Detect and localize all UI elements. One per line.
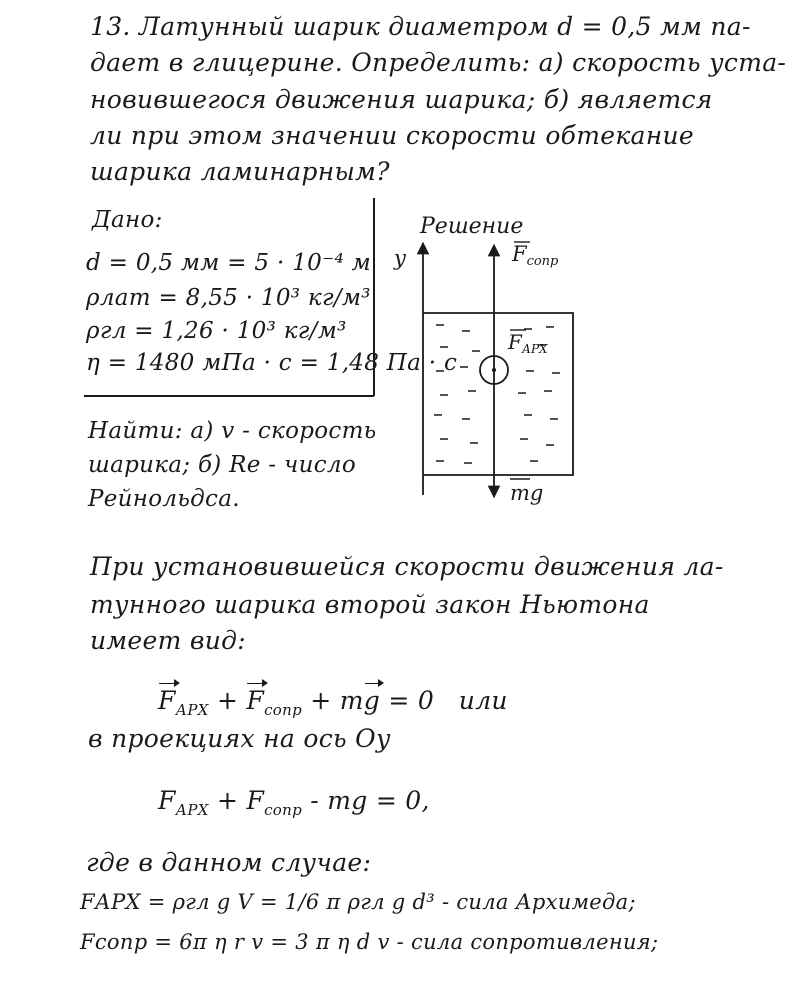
drag-force-label: Fсопр — [512, 242, 559, 269]
vec-g: g — [363, 686, 381, 715]
find-line-2: шарика; б) Re - число — [88, 452, 356, 478]
scalar-f-drag-sub: сопр — [264, 801, 303, 819]
intro-line-3: имеет вид: — [90, 626, 246, 655]
given-title: Дано: — [92, 207, 163, 233]
gravity-label: mg — [510, 481, 544, 505]
problem-line-5: шарика ламинарным? — [90, 157, 390, 186]
intro-line-2: тунного шарика второй закон Ньютона — [90, 590, 650, 619]
vector-equation-or: или — [458, 686, 508, 715]
where-text: где в данном случае: — [86, 848, 372, 877]
problem-line-4: ли при этом значении скорости обтекание — [90, 121, 695, 150]
vector-equation-tail: = 0 — [388, 686, 435, 715]
vec-mg: m — [339, 686, 364, 715]
diagram-heading: Решение — [420, 214, 524, 239]
find-line-3: Рейнольдса. — [88, 486, 240, 512]
vec-f-arch-sub: АРХ — [175, 701, 209, 719]
projection-text: в проекциях на ось Оy — [88, 724, 391, 753]
scalar-f-arch: F — [158, 786, 176, 815]
problem-line-2: дает в глицерине. Определить: а) скорость уста- — [90, 48, 786, 77]
vessel-outline — [423, 313, 573, 475]
given-line-3: ρгл = 1,26 · 10³ кг/м³ — [86, 318, 347, 344]
problem-line-1: 13. Латунный шарик диаметром d = 0,5 мм па- — [90, 12, 751, 41]
given-line-4: η = 1480 мПа · с = 1,48 Па · с — [86, 350, 458, 376]
scalar-f-arch-sub: АРХ — [175, 801, 209, 819]
given-line-2: ρлат = 8,55 · 10³ кг/м³ — [86, 285, 371, 311]
problem-line-3: новившегося движения шарика; б) является — [90, 85, 713, 114]
arch-formula: FАРХ = ρгл g V = 1/6 π ρгл g d³ - сила Архимеда; — [80, 890, 636, 914]
vec-f-arch: F — [158, 686, 176, 715]
intro-line-1: При установившейся скорости движения ла- — [90, 552, 724, 581]
scalar-equation: $F_{АРХ} + F_{сопр}$ - mg = 0, — [158, 786, 430, 819]
find-line-1: Найти: а) v - скорость — [88, 418, 377, 444]
scalar-f-drag: F — [246, 786, 265, 815]
vec-f-drag-sub: сопр — [264, 701, 303, 719]
vec-f-drag: F — [246, 686, 265, 715]
arch-force-label: $F_{АРХ}$ — [508, 330, 548, 356]
given-line-1: d = 0,5 мм = 5 · 10⁻⁴ м — [86, 250, 372, 276]
drag-formula: Fсопр = 6π η r v = 3 π η d v - сила сопротивления; — [80, 930, 659, 954]
force-diagram — [380, 205, 600, 515]
axis-label: y — [394, 246, 406, 270]
scalar-equation-tail: - mg = 0, — [310, 786, 430, 815]
vector-equation: $F_{АРХ} + F_{сопр}$ + mg = 0 или — [158, 686, 508, 719]
